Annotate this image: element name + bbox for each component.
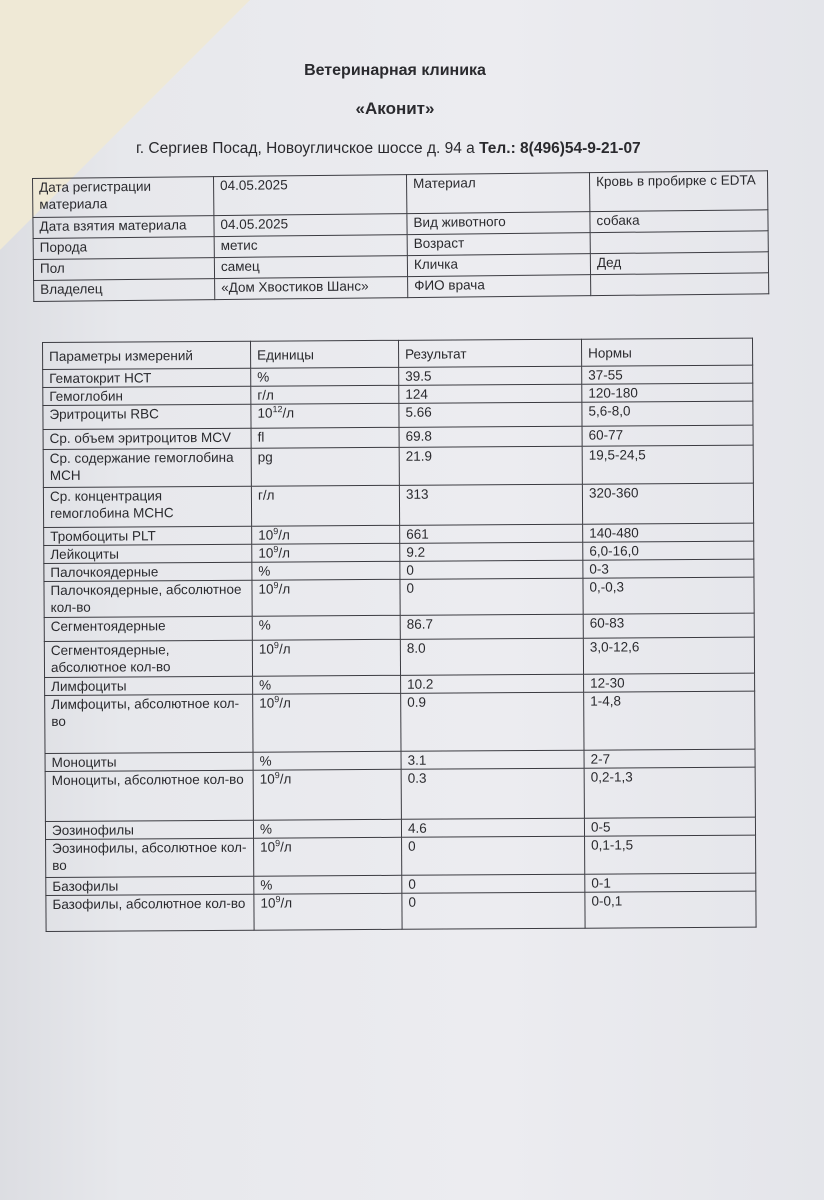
unit-base: 10: [259, 695, 275, 711]
unit-exponent: 9: [273, 526, 279, 537]
header-units: Единицы: [250, 340, 398, 368]
unit-base: 10: [260, 895, 276, 911]
param-norm: 12-30: [584, 673, 755, 692]
param-norm: 0-5: [584, 817, 755, 836]
unit-base: %: [258, 563, 271, 579]
take-date-value: 04.05.2025: [214, 214, 407, 237]
param-norm: 5,6-8,0: [582, 401, 753, 426]
param-norm: 0,1-1,5: [585, 835, 756, 874]
unit-base: fl: [257, 429, 265, 445]
header-parameter: Параметры измерений: [43, 341, 251, 369]
param-norm: 140-480: [583, 523, 754, 542]
param-result: 9.2: [400, 542, 583, 561]
param-result: 69.8: [399, 426, 582, 447]
material-value: Кровь в пробирке с EDTA: [589, 171, 767, 212]
unit-suffix: /л: [280, 895, 293, 911]
sex-value: самец: [214, 256, 407, 279]
param-name: Эозинофилы, абсолютное кол-во: [46, 838, 254, 877]
param-unit: [253, 751, 401, 770]
param-norm: 3,0-12,6: [583, 637, 754, 674]
param-name: Ср. концентрация гемоглобина МСНС: [43, 486, 251, 527]
param-norm: 37-55: [582, 365, 753, 384]
param-name: Гематокрит НСТ: [43, 368, 251, 387]
unit-exponent: 9: [273, 544, 279, 555]
param-name: Ср. объем эритроцитов MCV: [43, 428, 251, 449]
unit-exponent: 9: [274, 694, 280, 705]
param-name: Сегментоядерные: [44, 616, 252, 641]
param-result: 39.5: [399, 366, 582, 385]
unit-exponent: 9: [274, 770, 280, 781]
param-unit: [252, 579, 400, 616]
param-norm: 0-0,1: [585, 891, 756, 928]
table-row: [45, 767, 755, 821]
param-norm: 6,0-16,0: [583, 541, 754, 560]
param-result: 21.9: [399, 446, 582, 485]
species-value: собака: [590, 210, 768, 233]
unit-exponent: 9: [273, 640, 279, 651]
unit-suffix: /л: [279, 695, 291, 711]
param-norm: 320-360: [582, 483, 753, 524]
table-row: [43, 483, 753, 527]
param-unit: [253, 675, 401, 694]
param-unit: [251, 485, 399, 526]
table-header-row: [43, 338, 753, 369]
param-unit: [253, 693, 401, 752]
owner-label: Владелец: [34, 279, 215, 302]
table-row: [44, 637, 754, 677]
param-name: Базофилы: [46, 876, 254, 895]
unit-base: 10: [258, 545, 274, 561]
unit-base: 10: [260, 839, 276, 855]
take-date-label: Дата взятия материала: [33, 216, 214, 239]
material-label: Материал: [406, 173, 589, 214]
param-name: Лимфоциты, абсолютное кол-во: [45, 694, 253, 753]
unit-base: г/л: [257, 487, 275, 503]
param-norm: 60-77: [582, 425, 753, 446]
param-norm: 0,2-1,3: [584, 767, 755, 818]
table-body: [43, 365, 756, 931]
unit-base: 10: [258, 527, 274, 543]
param-result: 0: [400, 578, 583, 615]
age-label: Возраст: [407, 233, 590, 256]
unit-base: %: [259, 821, 273, 837]
param-norm: 1-4,8: [584, 691, 755, 750]
param-unit: [252, 615, 400, 640]
doctor-value: [591, 273, 769, 296]
header-result: Результат: [398, 339, 581, 367]
param-result: 10.2: [401, 674, 584, 693]
param-unit: [252, 543, 400, 562]
param-unit: [251, 367, 399, 386]
param-name: Палочкоядерные, абсолютное кол-во: [44, 580, 252, 617]
unit-suffix: /л: [278, 527, 290, 543]
unit-base: %: [259, 753, 272, 769]
clinic-address: [136, 140, 641, 158]
unit-suffix: /л: [280, 839, 292, 855]
table-row: [46, 835, 756, 877]
address-text: г. Сергиев Посад, Новоугличское шоссе д. 94 а: [136, 140, 475, 157]
param-unit: [251, 385, 399, 404]
nickname-label: Кличка: [407, 254, 590, 277]
param-name: Базофилы, абсолютное кол-во: [46, 894, 254, 931]
unit-base: 10: [257, 405, 273, 421]
nickname-value: Дед: [590, 252, 768, 275]
param-unit: [252, 525, 400, 544]
breed-label: Порода: [33, 237, 214, 260]
param-norm: 0-3: [583, 559, 754, 578]
reg-date-label: Дата регистрации материала: [33, 177, 214, 218]
param-result: 0: [402, 874, 585, 893]
param-norm: 120-180: [582, 383, 753, 402]
param-norm: 0-1: [585, 873, 756, 892]
param-result: 0.3: [401, 768, 584, 819]
param-name: Сегментоядерные, абсолютное кол-во: [44, 640, 252, 677]
param-unit: [253, 769, 401, 820]
unit-base: %: [260, 877, 273, 893]
registration-table: [32, 170, 769, 302]
clinic-title: «Аконит»: [355, 99, 435, 118]
param-name: Эритроциты RBC: [43, 404, 251, 429]
unit-exponent: 9: [273, 580, 279, 591]
unit-base: %: [257, 369, 270, 385]
blood-test-table: [42, 338, 757, 932]
species-label: Вид животного: [407, 212, 590, 235]
param-unit: [253, 819, 401, 838]
param-name: Моноциты, абсолютное кол-во: [45, 770, 253, 821]
param-unit: [252, 561, 400, 580]
param-norm: 60-83: [583, 613, 754, 638]
table-row: [43, 445, 753, 487]
sex-label: Пол: [33, 258, 214, 281]
unit-exponent: 12: [272, 404, 283, 415]
param-name: Тромбоциты PLT: [44, 526, 252, 545]
param-unit: [251, 427, 399, 448]
param-result: 313: [399, 484, 582, 525]
param-unit: [254, 893, 402, 930]
breed-value: метис: [214, 235, 407, 258]
param-result: 4.6: [401, 818, 584, 837]
param-name: Палочкоядерные: [44, 562, 252, 581]
param-unit: [251, 403, 399, 428]
unit-exponent: 9: [275, 894, 281, 905]
param-result: 0.9: [401, 692, 584, 751]
phone-number: Тел.: 8(496)54-9-21-07: [479, 140, 641, 157]
unit-base: pg: [257, 449, 273, 465]
param-norm: 0,-0,3: [583, 577, 754, 614]
unit-base: 10: [258, 581, 274, 597]
param-unit: [251, 447, 399, 486]
table-row: [45, 691, 755, 753]
table-row: [46, 891, 756, 931]
unit-base: %: [259, 677, 272, 693]
unit-base: 10: [258, 641, 274, 657]
unit-base: 10: [259, 771, 275, 787]
param-result: 8.0: [400, 638, 583, 675]
param-result: 661: [400, 524, 583, 543]
param-norm: 19,5-24,5: [582, 445, 753, 484]
unit-suffix: /л: [282, 405, 295, 421]
param-result: 5.66: [399, 402, 582, 427]
unit-suffix: /л: [278, 641, 291, 657]
param-result: 3.1: [401, 750, 584, 769]
unit-suffix: /л: [278, 545, 291, 561]
unit-exponent: 9: [275, 838, 281, 849]
header-norms: Нормы: [581, 338, 752, 366]
doctor-label: ФИО врача: [408, 275, 591, 298]
param-name: Лимфоциты: [45, 676, 253, 695]
param-result: 0: [402, 892, 585, 929]
clinic-name: Ветеринарная клиника: [304, 62, 486, 79]
table-row: [44, 577, 754, 617]
unit-base: %: [258, 617, 271, 633]
param-unit: [254, 875, 402, 894]
param-unit: [254, 837, 402, 876]
param-unit: [252, 639, 400, 676]
param-result: 0: [400, 560, 583, 579]
param-result: 86.7: [400, 614, 583, 639]
param-name: Моноциты: [45, 752, 253, 771]
param-norm: 2-7: [584, 749, 755, 768]
unit-suffix: /л: [279, 771, 292, 787]
owner-value: «Дом Хвостиков Шанс»: [215, 277, 408, 300]
param-result: 124: [399, 384, 582, 403]
param-name: Ср. содержание гемоглобина МСН: [43, 448, 251, 487]
unit-base: г/л: [257, 387, 274, 403]
param-name: Эозинофилы: [45, 820, 253, 839]
param-result: 0: [402, 836, 585, 875]
age-value: [590, 231, 768, 254]
param-name: Гемоглобин: [43, 386, 251, 405]
reg-date-value: 04.05.2025: [213, 175, 406, 216]
param-name: Лейкоциты: [44, 544, 252, 563]
unit-suffix: /л: [278, 581, 291, 597]
